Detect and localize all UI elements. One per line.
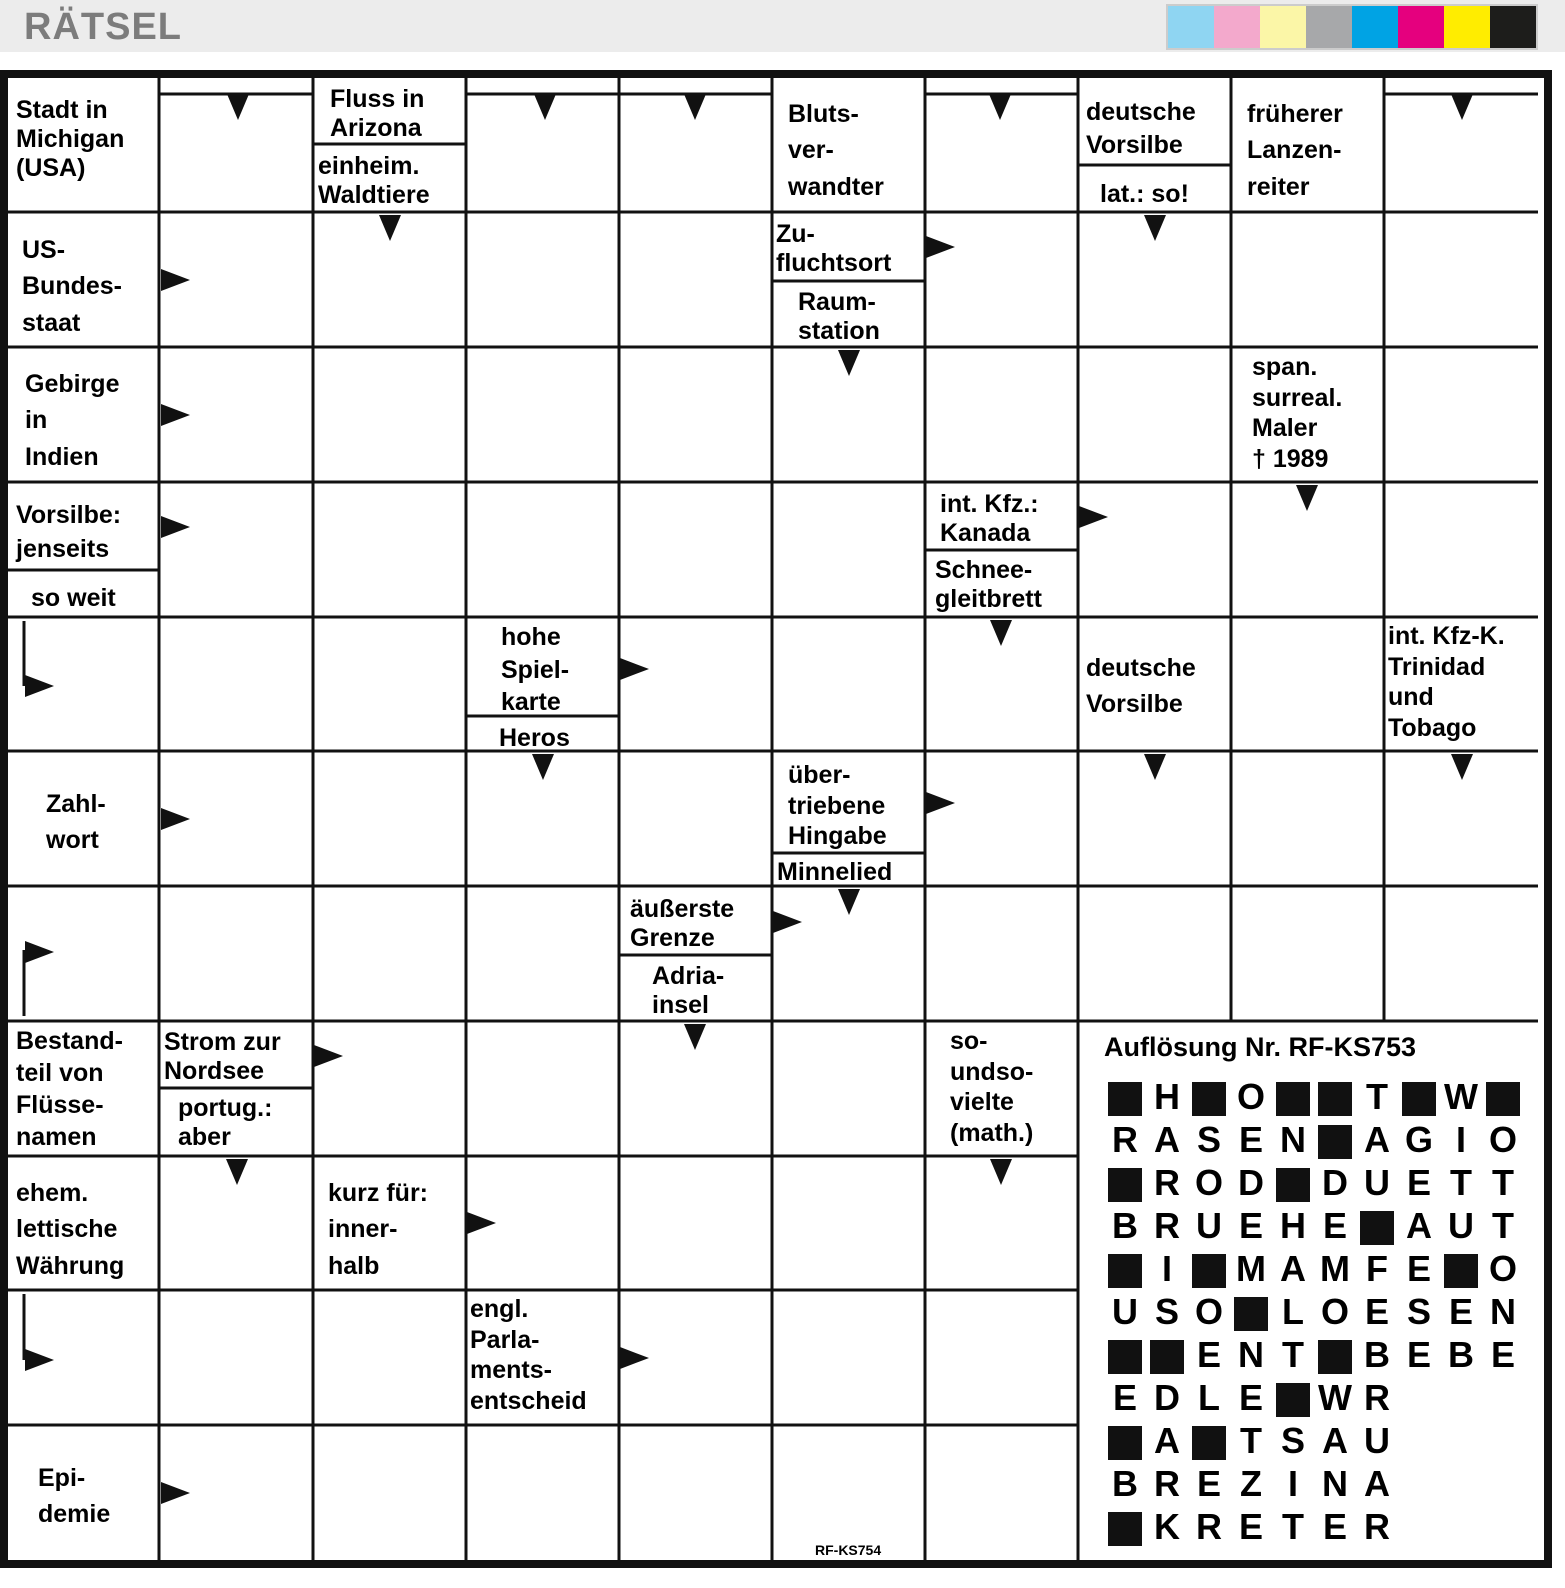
solution-letter: E	[1238, 1205, 1263, 1246]
solution-letter: H	[1280, 1205, 1306, 1246]
solution-letter: E	[1322, 1506, 1347, 1547]
clue-cell: Vorsilbe: jenseits	[16, 501, 122, 563]
down-arrow-icon	[1296, 485, 1318, 511]
solution-letter: O	[1194, 1162, 1223, 1203]
down-arrow-icon	[532, 754, 554, 780]
black-square-icon	[1314, 1078, 1356, 1116]
down-arrow-icon	[989, 94, 1011, 120]
solution-letter: S	[1154, 1291, 1179, 1332]
down-arrow-icon	[684, 1024, 706, 1050]
solution-letter: D	[1322, 1162, 1348, 1203]
solution-letter: E	[1406, 1162, 1431, 1203]
solution-letter: U	[1448, 1205, 1474, 1246]
solution-letter: E	[1406, 1248, 1431, 1289]
right-arrow-icon	[161, 404, 190, 426]
solution-letter: A	[1364, 1463, 1390, 1504]
down-arrow-icon	[838, 889, 860, 915]
solution-letter: E	[1238, 1377, 1263, 1418]
solution-letter: O	[1488, 1248, 1517, 1289]
black-square-icon	[1356, 1207, 1398, 1245]
solution-letter: L	[1198, 1377, 1220, 1418]
puzzle-code: RF-KS754	[815, 1542, 882, 1558]
solution-letter: T	[1450, 1162, 1472, 1203]
solution-letter: R	[1364, 1506, 1390, 1547]
black-square-icon	[1272, 1164, 1314, 1202]
solution-letter: W	[1444, 1076, 1478, 1117]
solution-letter: E	[1112, 1377, 1137, 1418]
solution-letter: B	[1364, 1334, 1390, 1375]
black-square-icon	[1104, 1336, 1146, 1374]
solution-letter: N	[1238, 1334, 1264, 1375]
right-arrow-icon	[25, 941, 54, 963]
solution-letter: O	[1320, 1291, 1349, 1332]
clue-cell: Zahl- wort	[46, 790, 106, 855]
black-square-icon	[1146, 1336, 1188, 1374]
solution-title: Auflösung Nr. RF-KS753	[1104, 1032, 1417, 1062]
solution-letter: T	[1492, 1162, 1514, 1203]
down-arrow-icon	[226, 1159, 248, 1185]
clue-cell: deutsche Vorsilbe	[1086, 654, 1196, 719]
right-arrow-icon	[1079, 506, 1108, 528]
solution-letter: O	[1194, 1291, 1223, 1332]
clue-cell: engl. Parla- ments- entscheid	[470, 1295, 587, 1415]
solution-letter: A	[1280, 1248, 1306, 1289]
header-bar	[0, 0, 1565, 52]
black-square-icon	[1440, 1250, 1482, 1288]
clue-cell: Schnee- gleitbrett	[935, 556, 1042, 613]
right-arrow-icon	[161, 269, 190, 291]
down-arrow-icon	[1451, 754, 1473, 780]
solution-letter: I	[1287, 1463, 1298, 1504]
solution-letter: E	[1322, 1205, 1347, 1246]
solution-letter: T	[1282, 1506, 1304, 1547]
solution-row	[1104, 1379, 1398, 1417]
clue-cell: Zu- fluchtsort	[776, 220, 892, 277]
solution-letter: N	[1280, 1119, 1306, 1160]
solution-row	[1104, 1121, 1524, 1159]
clue-cell: Epi- demie	[38, 1464, 111, 1529]
crossword-grid	[0, 70, 1556, 1570]
solution-letter: R	[1154, 1205, 1180, 1246]
down-arrow-icon	[1144, 754, 1166, 780]
right-arrow-icon	[926, 236, 955, 258]
solution-letter: E	[1196, 1463, 1221, 1504]
clue-cell: äußerste Grenze	[630, 895, 735, 952]
clue-cell: einheim. Waldtiere	[318, 152, 430, 209]
clue-cell: so weit	[31, 584, 116, 612]
solution-letter: E	[1196, 1334, 1221, 1375]
right-arrow-icon	[25, 1349, 54, 1371]
solution-letter: I	[1161, 1248, 1172, 1289]
solution-letter: S	[1196, 1119, 1221, 1160]
solution-letter: H	[1154, 1076, 1180, 1117]
black-square-icon	[1104, 1422, 1146, 1460]
solution-letter: B	[1448, 1334, 1474, 1375]
clue-cell: hohe Spiel- karte	[501, 623, 570, 716]
clue-cell: ehem. lettische Währung	[16, 1179, 125, 1280]
color-swatch	[1306, 6, 1352, 48]
right-arrow-icon	[25, 675, 54, 697]
right-arrow-icon	[161, 516, 190, 538]
solution-row	[1104, 1207, 1524, 1245]
right-arrow-icon	[773, 911, 802, 933]
solution-letter: A	[1154, 1420, 1180, 1461]
solution-letter: S	[1406, 1291, 1431, 1332]
solution-letter: F	[1366, 1248, 1388, 1289]
clue-cell: lat.: so!	[1100, 180, 1189, 208]
solution-letter: D	[1154, 1377, 1180, 1418]
solution-letter: S	[1280, 1420, 1305, 1461]
black-square-icon	[1188, 1422, 1230, 1460]
solution-letter: Z	[1240, 1463, 1262, 1504]
solution-letter: A	[1406, 1205, 1432, 1246]
solution-row	[1104, 1465, 1398, 1503]
black-square-icon	[1230, 1293, 1272, 1331]
solution-row	[1104, 1078, 1524, 1116]
black-square-icon	[1398, 1078, 1440, 1116]
solution-letter: E	[1364, 1291, 1389, 1332]
color-swatch	[1444, 6, 1490, 48]
color-swatch	[1490, 6, 1536, 48]
black-square-icon	[1314, 1121, 1356, 1159]
right-arrow-icon	[467, 1212, 496, 1234]
color-swatch	[1168, 6, 1214, 48]
right-arrow-icon	[161, 1482, 190, 1504]
solution-letter: O	[1488, 1119, 1517, 1160]
color-swatch	[1398, 6, 1444, 48]
right-arrow-icon	[620, 1347, 649, 1369]
solution-letter: K	[1154, 1506, 1180, 1547]
solution-letter: N	[1322, 1463, 1348, 1504]
black-square-icon	[1104, 1508, 1146, 1546]
solution-letter: T	[1282, 1334, 1304, 1375]
solution-letter: E	[1238, 1506, 1263, 1547]
solution-letter: T	[1240, 1420, 1262, 1461]
down-arrow-icon	[990, 620, 1012, 646]
solution-letter: U	[1364, 1420, 1390, 1461]
clue-cell: Fluss in Arizona	[330, 85, 425, 142]
clue-cell: Raum- station	[798, 288, 880, 345]
right-arrow-icon	[314, 1045, 343, 1067]
clue-cell: span. surreal. Maler † 1989	[1252, 353, 1343, 473]
solution-letter: U	[1364, 1162, 1390, 1203]
black-square-icon	[1314, 1336, 1356, 1374]
clue-cell: Heros	[499, 724, 570, 752]
black-square-icon	[1482, 1078, 1524, 1116]
solution-letter: R	[1112, 1119, 1138, 1160]
clue-cell: int. Kfz.: Kanada	[940, 490, 1039, 547]
solution-letter: G	[1404, 1119, 1433, 1160]
clue-cell: über- triebene Hingabe	[788, 761, 887, 850]
solution-letter: R	[1154, 1463, 1180, 1504]
solution-letter: A	[1322, 1420, 1348, 1461]
color-swatch	[1214, 6, 1260, 48]
solution-letter: M	[1236, 1248, 1266, 1289]
right-arrow-icon	[926, 792, 955, 814]
clue-cell: früherer Lanzen- reiter	[1247, 100, 1343, 201]
down-arrow-icon	[990, 1159, 1012, 1185]
solution-row	[1104, 1422, 1398, 1460]
color-swatch	[1352, 6, 1398, 48]
solution-letter: E	[1406, 1334, 1431, 1375]
solution-letter: R	[1154, 1162, 1180, 1203]
clue-cell: so- undso- vielte (math.)	[950, 1027, 1034, 1147]
clue-cell: kurz für: inner- halb	[328, 1179, 428, 1280]
black-square-icon	[1272, 1379, 1314, 1417]
solution-letter: E	[1490, 1334, 1515, 1375]
solution-row	[1104, 1336, 1524, 1374]
solution-letter: A	[1154, 1119, 1180, 1160]
clue-cell: portug.: aber	[178, 1094, 273, 1151]
solution-letter: E	[1448, 1291, 1473, 1332]
solution-letter: B	[1112, 1463, 1138, 1504]
solution-letter: A	[1364, 1119, 1390, 1160]
solution-letter: R	[1364, 1377, 1390, 1418]
down-arrow-icon	[838, 350, 860, 376]
down-arrow-icon	[227, 94, 249, 120]
clue-cell: Stadt in Michigan (USA)	[16, 96, 125, 182]
solution-letter: U	[1196, 1205, 1222, 1246]
solution-row	[1104, 1250, 1524, 1288]
clue-cell: Adria- insel	[652, 962, 725, 1019]
clue-cell: Bluts- ver- wandter	[788, 100, 884, 201]
solution-row	[1104, 1508, 1398, 1546]
clue-cell: Strom zur Nordsee	[164, 1028, 281, 1085]
solution-letter: L	[1282, 1291, 1304, 1332]
black-square-icon	[1188, 1078, 1230, 1116]
clue-cell: deutsche Vorsilbe	[1086, 98, 1196, 159]
black-square-icon	[1272, 1078, 1314, 1116]
solution-letter: W	[1318, 1377, 1352, 1418]
down-arrow-icon	[534, 94, 556, 120]
black-square-icon	[1104, 1078, 1146, 1116]
solution-letter: U	[1112, 1291, 1138, 1332]
solution-letter: O	[1236, 1076, 1265, 1117]
solution-letter: T	[1492, 1205, 1514, 1246]
solution-letter: I	[1455, 1119, 1466, 1160]
page-title: RÄTSEL	[24, 6, 182, 48]
black-square-icon	[1104, 1250, 1146, 1288]
solution-row	[1104, 1293, 1524, 1331]
solution-letter: M	[1320, 1248, 1350, 1289]
color-calibration-bar	[1166, 4, 1538, 50]
down-arrow-icon	[1144, 215, 1166, 241]
down-arrow-icon	[1451, 94, 1473, 120]
right-arrow-icon	[161, 808, 190, 830]
clue-cell: int. Kfz-K. Trinidad und Tobago	[1388, 622, 1505, 742]
solution-letter: B	[1112, 1205, 1138, 1246]
down-arrow-icon	[684, 94, 706, 120]
clue-cell: Minnelied	[777, 858, 893, 886]
solution-letter: T	[1366, 1076, 1388, 1117]
solution-letter: E	[1238, 1119, 1263, 1160]
black-square-icon	[1188, 1250, 1230, 1288]
color-swatch	[1260, 6, 1306, 48]
solution-letter: N	[1490, 1291, 1516, 1332]
clue-cell: Gebirge in Indien	[25, 370, 120, 471]
clue-cell: US- Bundes- staat	[22, 236, 122, 337]
solution-letter: R	[1196, 1506, 1222, 1547]
solution-row	[1104, 1164, 1524, 1202]
solution-letter: D	[1238, 1162, 1264, 1203]
right-arrow-icon	[620, 658, 649, 680]
clue-cell: Bestand- teil von Flüsse- namen	[16, 1027, 123, 1151]
down-arrow-icon	[379, 215, 401, 241]
black-square-icon	[1104, 1164, 1146, 1202]
